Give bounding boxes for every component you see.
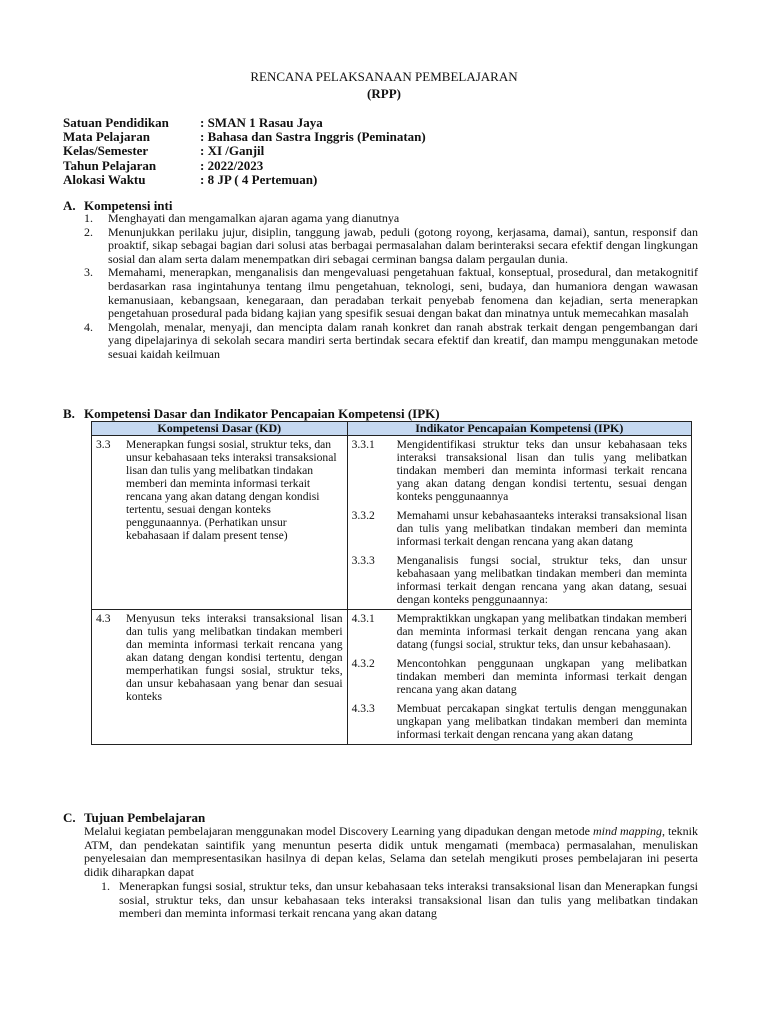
list-item — [84, 321, 698, 362]
paragraph-text: Melalui kegiatan pembelajaran menggunakan model Discovery Learning yang dipadukan dengan metode — [84, 824, 593, 838]
item-text: Menerapkan fungsi sosial, struktur teks, dan unsur kebahasaan teks interaksi transaksional lisan dan Menerapkan fungsi sosial, struktur teks, dan unsur kebahasaan teks interaksi transaksional lisan dan tulis yang melibatkan tindakan memberi dan meminta informasi terkait rencana yang akan datang — [119, 879, 698, 921]
ipk-text: Mencontohkan penggunaan ungkapan yang melibatkan tindakan memberi dan meminta informasi terkait dengan rencana yang akan datang — [396, 657, 687, 696]
identity-block — [63, 116, 426, 187]
ipk-item — [352, 612, 687, 651]
kd-text: Menerapkan fungsi sosial, struktur teks, dan unsur kebahasaan teks interaksi transaksional lisan dan tulis yang melibatkan tindakan memberi dan meminta informasi terkait rencana yang akan datang dengan kondisi tertentu, sesuai dengan konteks penggunaannya. (Perhatikan unsur kebahasaan if dalam present tense) — [126, 438, 337, 542]
item-text: Menghayati dan mengamalkan ajaran agama yang dianutnya — [108, 211, 400, 225]
info-label: Alokasi Waktu — [63, 171, 146, 187]
ipk-code: 3.3.2 — [351, 509, 375, 522]
ipk-code: 4.3.3 — [351, 702, 375, 715]
section-title: Kompetensi Dasar dan Indikator Pencapaian Kompetensi (IPK) — [84, 406, 440, 421]
ipk-item — [352, 702, 687, 741]
ipk-code: 4.3.2 — [351, 657, 375, 670]
ipk-text: Mengidentifikasi struktur teks dan unsur kebahasaan teks interaksi transaksional lisan dan tulis yang melibatkan tindakan memberi dan meminta informasi terkait rencana yang akan datang dengan kondisi tertentu, sesuai dengan konteks penggunaannya — [396, 438, 687, 503]
item-text: Mengolah, menalar, menyaji, dan mencipta dalam ranah konkret dan ranah abstrak terkait dengan pengembangan dari yang dipelajarinya di sekolah secara mandiri serta bertindak secara efektif dan kreatif, dan mampu menggunakan metode sesuai kaidah keilmuan — [108, 319, 698, 361]
ipk-code: 3.3.1 — [351, 438, 375, 451]
info-label: Mata Pelajaran — [63, 129, 151, 145]
item-number: 4. — [84, 319, 93, 334]
info-label: Satuan Pendidikan — [63, 115, 169, 130]
kd-code: 3.3 — [96, 438, 111, 451]
info-row — [63, 116, 426, 130]
list-item — [84, 266, 698, 320]
paragraph-text: , teknik ATM, dan pendekatan saintifik yang menuntun peserta didik untuk mengamati (membaca) permasalahan, menuliskan penyelesaian dan mempresentasikan hasilnya di depan kelas, Selama dan setelah mengikuti proses pembelajaran ini peserta didik diharapkan dapat — [84, 824, 698, 879]
kd-text: Menyusun teks interaksi transaksional lisan dan tulis yang melibatkan tindakan memberi dan meminta informasi terkait rencana yang akan datang dengan kondisi tertentu, dengan memperhatikan fungsi sosial, struktur teks, dan unsur kebahasaan yang benar dan sesuai konteks — [126, 612, 343, 703]
info-value: : XI /Ganjil — [200, 143, 265, 159]
info-value: : 2022/2023 — [200, 157, 264, 173]
kd-ipk-table — [91, 421, 692, 745]
info-row — [63, 144, 426, 158]
list-item — [84, 226, 698, 267]
ipk-code: 3.3.3 — [351, 554, 375, 567]
ipk-cell — [347, 610, 691, 745]
ipk-code: 4.3.1 — [351, 612, 375, 625]
tujuan-paragraph — [84, 825, 698, 879]
item-text: Memahami, menerapkan, menganalisis dan mengevaluasi pengetahuan faktual, konseptual, prosedural, dan metakognitif berdasarkan rasa ingintahunya tentang ilmu pengetahuan, teknologi, seni, budaya, dan humaniora dengan wawasan kemanusiaan, kebangsaan, kenegaraan, dan peradaban terkait penyebab fenomena dan kejadian, serta menerapkan pengetahuan prosedural pada bidang kajian yang spesifik sesuai dengan bakat dan minatnya untuk memecahkan masalah — [108, 265, 698, 321]
section-title: Kompetensi inti — [84, 198, 173, 213]
section-letter: C. — [63, 810, 76, 825]
ipk-text: Memahami unsur kebahasaanteks interaksi transaksional lisan dan tulis yang melibatkan tindakan memberi dan meminta informasi terkait dengan rencana yang akan datang — [396, 509, 687, 548]
info-value: : 8 JP ( 4 Pertemuan) — [200, 171, 318, 187]
tujuan-list — [101, 880, 698, 921]
table-header-row — [92, 422, 692, 436]
document-subtitle: (RPP) — [367, 86, 401, 101]
ipk-text: Membuat percakapan singkat tertulis dengan menggunakan ungkapan yang melibatkan tindakan memberi dan meminta informasi terkait dengan rencana yang akan datang — [396, 702, 687, 741]
item-number: 1. — [84, 211, 93, 225]
ipk-text: Menganalisis fungsi social, struktur teks, dan unsur kebahasaan yang melibatkan tindakan memberi dan meminta informasi terkait dengan rencana yang akan datang, sesuai dengan konteks penggunaannya: — [396, 554, 687, 606]
item-text: Menunjukkan perilaku jujur, disiplin, tanggung jawab, peduli (gotong royong, kerjasama, damai), santun, responsif dan proaktif, sikap sebagai bagian dari solusi atas berbagai permasalahan dalam berinteraksi secara efektif dengan lingkungan sosial dan alam serta dalam menempatkan diri sebagai cerminan bangsa dalam pergaulan dunia. — [108, 224, 698, 266]
info-label: Tahun Pelajaran — [63, 157, 157, 173]
ipk-item — [352, 438, 687, 503]
kd-cell — [92, 436, 348, 610]
item-number: 2. — [84, 224, 93, 239]
list-item — [101, 880, 698, 921]
section-b-heading — [63, 407, 440, 421]
paragraph-italic: mind mapping — [592, 824, 662, 838]
info-row — [63, 130, 426, 144]
section-title: Tujuan Pembelajaran — [84, 810, 206, 825]
kd-code: 4.3 — [96, 612, 111, 625]
info-value: : SMAN 1 Rasau Jaya — [200, 115, 323, 130]
item-number: 3. — [84, 265, 93, 280]
kd-cell — [92, 610, 348, 745]
column-header-ipk: Indikator Pencapaian Kompetensi (IPK) — [347, 422, 691, 436]
info-value: : Bahasa dan Sastra Inggris (Peminatan) — [200, 129, 426, 145]
ipk-item — [352, 509, 687, 548]
section-c-heading — [63, 811, 205, 825]
ipk-item — [352, 554, 687, 606]
table-row — [92, 436, 692, 610]
info-label: Kelas/Semester — [63, 143, 149, 159]
document-title: RENCANA PELAKSANAAN PEMBELAJARAN — [250, 69, 518, 84]
section-letter: B. — [63, 406, 75, 421]
info-row — [63, 173, 426, 187]
column-header-kd: Kompetensi Dasar (KD) — [92, 422, 348, 436]
ipk-text: Mempraktikkan ungkapan yang melibatkan tindakan memberi dan meminta informasi terkait dengan rencana yang akan datang (fungsi social, struktur teks, dan unsur kebahasaan). — [396, 612, 687, 651]
kompetensi-inti-list — [84, 212, 698, 362]
ipk-item — [352, 657, 687, 696]
ipk-cell — [347, 436, 691, 610]
section-letter: A. — [63, 198, 76, 213]
list-item — [84, 212, 698, 226]
info-row — [63, 159, 426, 173]
item-number: 1. — [101, 879, 110, 893]
table-row — [92, 610, 692, 745]
